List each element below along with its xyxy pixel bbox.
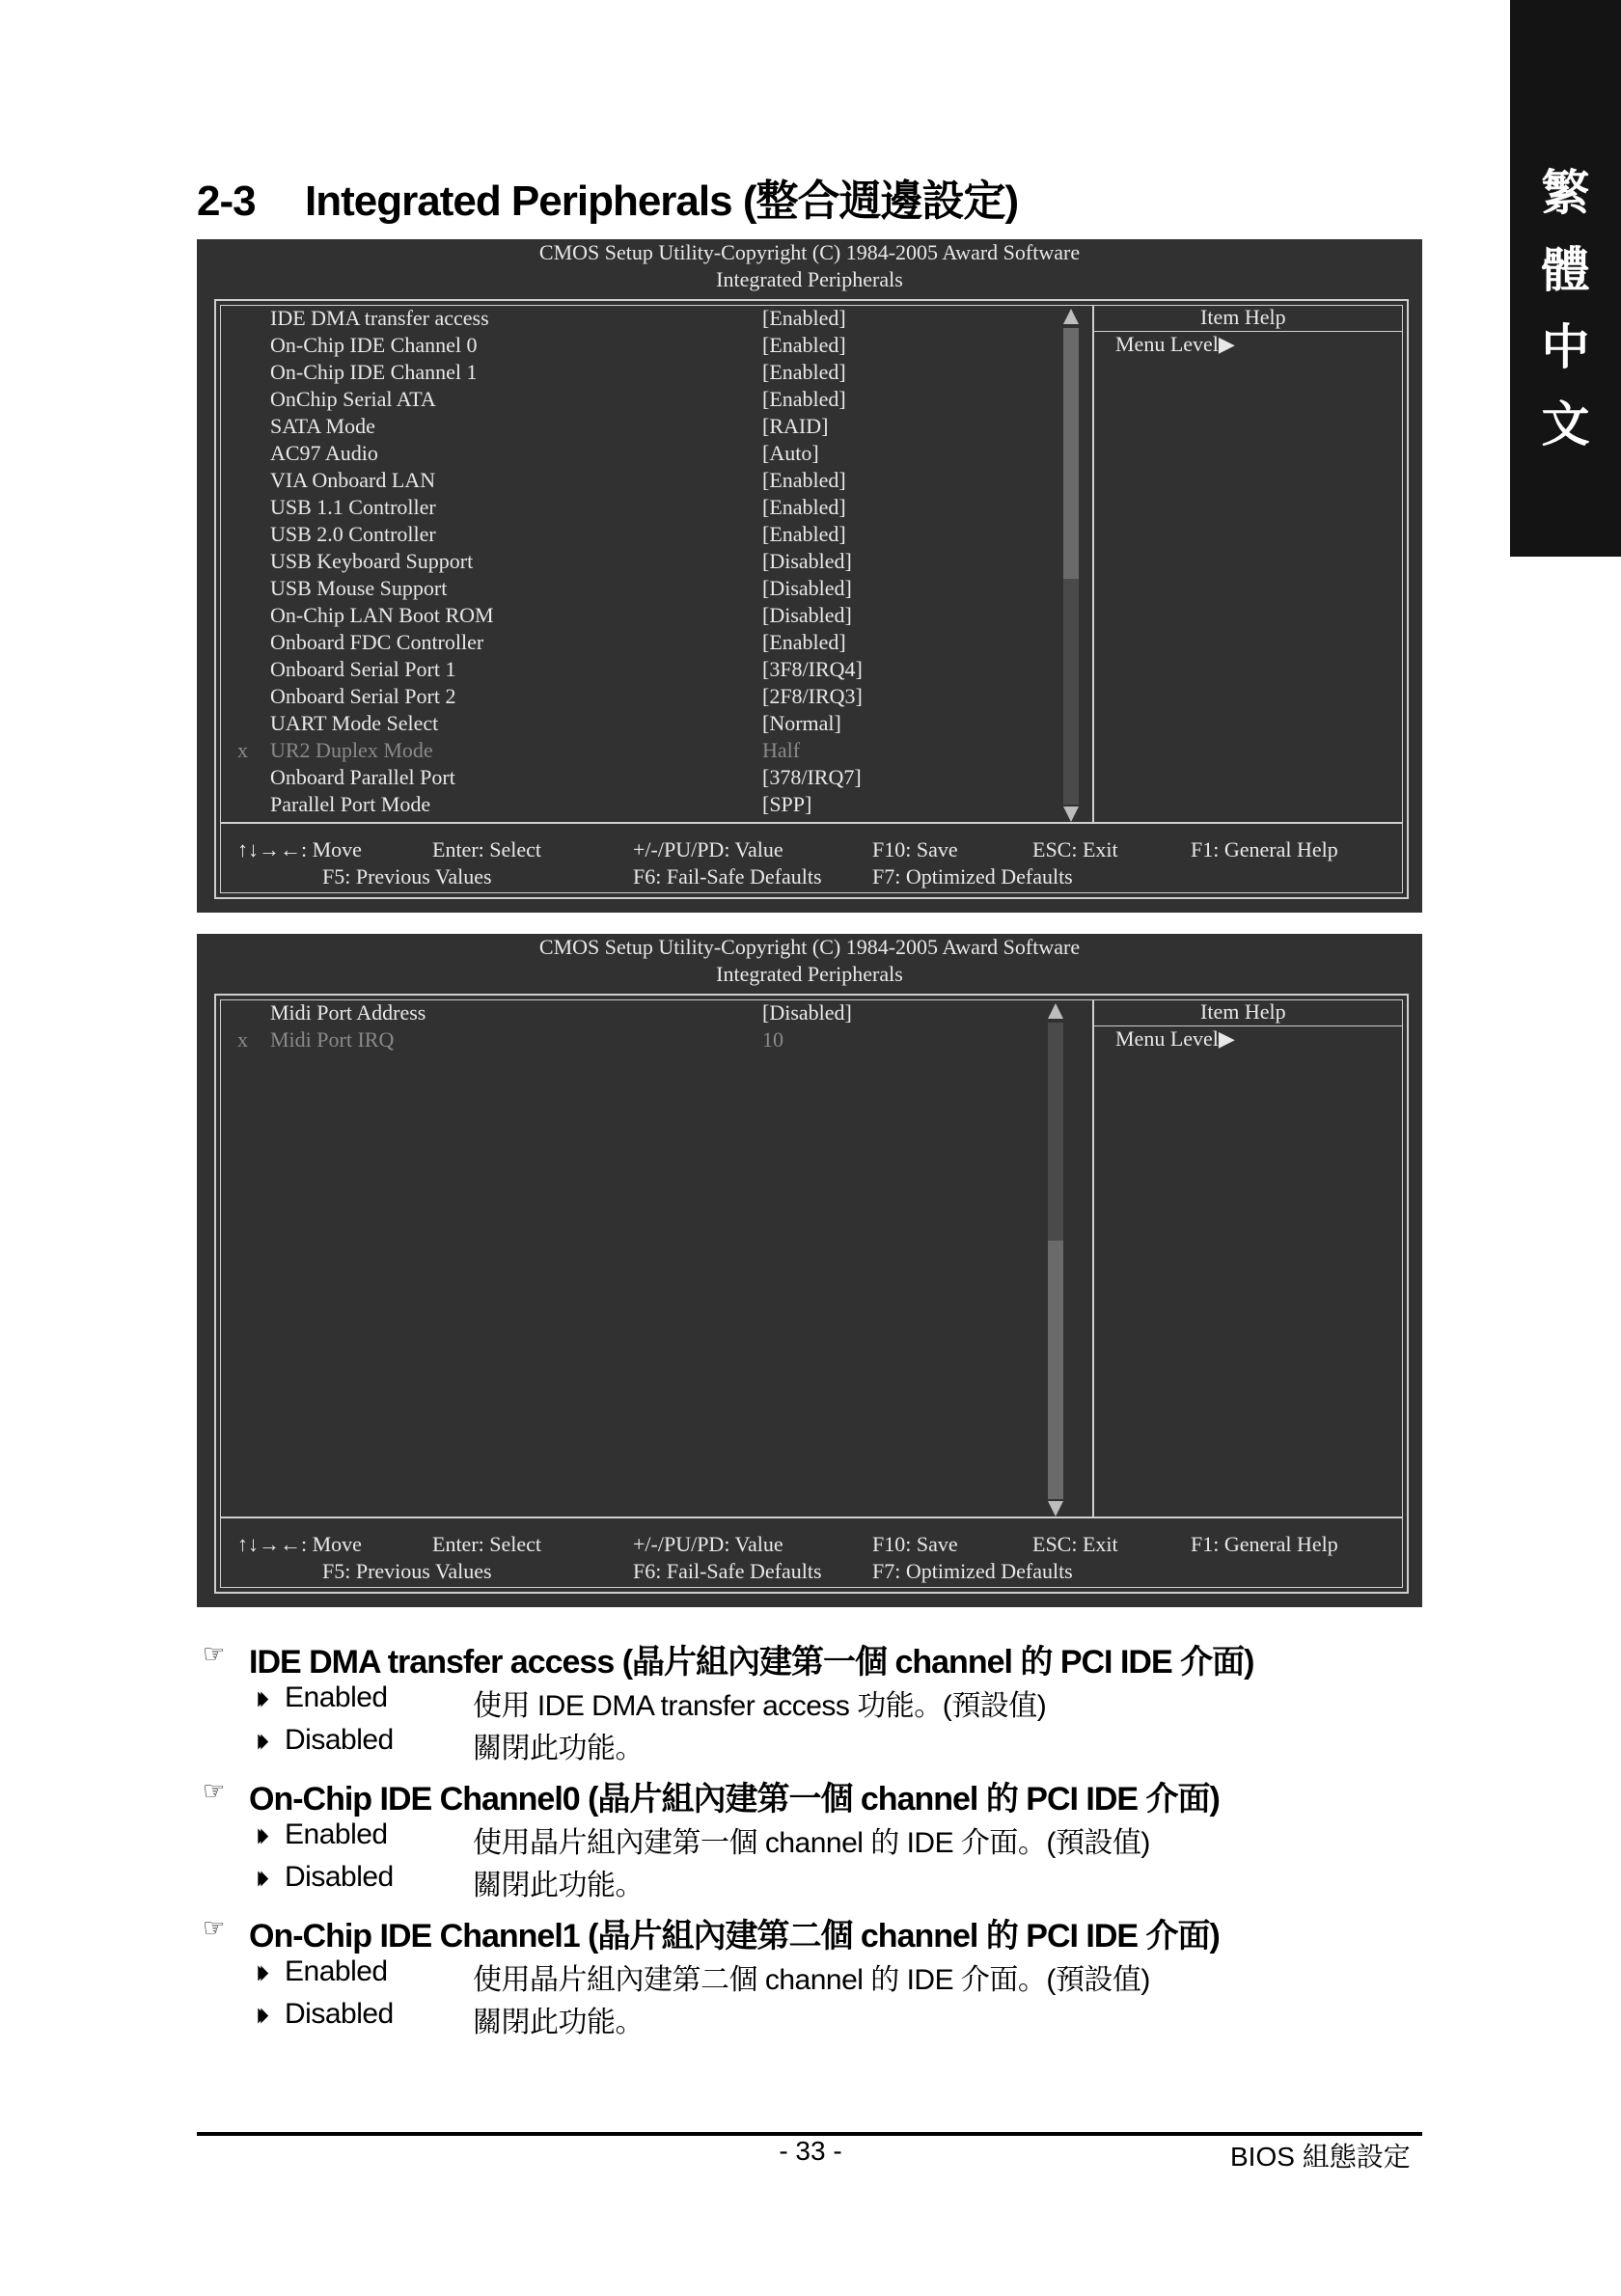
- setting-value[interactable]: [Auto]: [762, 441, 819, 465]
- key-hint-f10: F10: Save: [872, 837, 958, 861]
- chapter-side-tab: [1510, 0, 1621, 557]
- bios-header-subtitle: Integrated Peripherals: [716, 267, 903, 291]
- setting-value[interactable]: [3F8/IRQ4]: [762, 657, 863, 681]
- option-row: [0, 1681, 1621, 1720]
- bios-inner-frame: [220, 999, 1403, 1588]
- option-label: Disabled: [285, 1861, 394, 1893]
- bios-screen: [197, 934, 1422, 1607]
- option-label: Enabled: [285, 1955, 388, 1987]
- setting-label: Midi Port IRQ: [270, 1027, 395, 1052]
- key-hint-f1: F1: General Help: [1191, 837, 1338, 861]
- key-hint-enter: Enter: Select: [432, 837, 542, 861]
- setting-value[interactable]: [Enabled]: [762, 468, 846, 492]
- key-hint-value: +/-/PU/PD: Value: [633, 837, 783, 861]
- setting-label: AC97 Audio: [270, 441, 378, 465]
- key-hint-esc: ESC: Exit: [1032, 1532, 1118, 1556]
- menu-level: Menu Level▶: [1115, 1026, 1235, 1051]
- keys-divider: [220, 1517, 1403, 1518]
- setting-value[interactable]: [Disabled]: [762, 1000, 852, 1025]
- setting-value[interactable]: [Enabled]: [762, 387, 846, 411]
- key-hint-move: ↑↓→←: Move: [237, 837, 362, 861]
- section-heading: On-Chip IDE Channel1 (晶片組內建第二個 channel 的 PCI IDE 介面): [249, 1918, 1220, 1954]
- side-tab-char: 中: [1541, 318, 1590, 375]
- option-label: Enabled: [285, 1681, 388, 1713]
- double-arrow-icon: ⏵⏵: [256, 2004, 262, 2028]
- option-description: 關閉此功能。: [473, 1733, 644, 1764]
- setting-label: On-Chip LAN Boot ROM: [270, 603, 494, 627]
- keys-divider: [220, 822, 1403, 824]
- option-row: [0, 1998, 1621, 2036]
- double-arrow-icon: ⏵⏵: [256, 1824, 262, 1848]
- setting-label: USB 1.1 Controller: [270, 495, 436, 519]
- setting-value[interactable]: [Disabled]: [762, 576, 852, 600]
- setting-label: On-Chip IDE Channel 0: [270, 333, 478, 357]
- key-hint-value: +/-/PU/PD: Value: [633, 1532, 783, 1556]
- footer-section-name: BIOS 組態設定: [1230, 2142, 1411, 2172]
- double-arrow-icon: ⏵⏵: [256, 1961, 262, 1985]
- bios-header-title: CMOS Setup Utility-Copyright (C) 1984-2005 Award Software: [538, 935, 1081, 959]
- setting-value[interactable]: [Disabled]: [762, 549, 852, 573]
- setting-value: 10: [762, 1027, 783, 1052]
- setting-value[interactable]: [2F8/IRQ3]: [762, 684, 863, 708]
- scrollbar-thumb[interactable]: [1048, 1241, 1063, 1499]
- option-row: [0, 1861, 1621, 1900]
- menu-level: Menu Level▶: [1115, 332, 1235, 356]
- page-number: - 33 -: [779, 2136, 842, 2166]
- scroll-up-icon[interactable]: [1063, 309, 1079, 324]
- key-hint-f7: F7: Optimized Defaults: [872, 864, 1073, 888]
- setting-value[interactable]: [Enabled]: [762, 522, 846, 546]
- bios-screen: [197, 239, 1422, 913]
- key-hint-f6: F6: Fail-Safe Defaults: [633, 1559, 822, 1583]
- setting-value[interactable]: [378/IRQ7]: [762, 765, 862, 789]
- setting-value[interactable]: [Enabled]: [762, 306, 846, 330]
- help-divider: [1092, 999, 1094, 1517]
- option-row: [0, 1955, 1621, 1994]
- setting-label: Midi Port Address: [270, 1000, 426, 1025]
- option-row: [0, 1724, 1621, 1763]
- option-row: [0, 1818, 1621, 1857]
- option-description: 使用晶片組內建第二個 channel 的 IDE 介面。(預設值): [473, 1964, 1150, 1996]
- key-hint-f1: F1: General Help: [1191, 1532, 1338, 1556]
- setting-label: USB Keyboard Support: [270, 549, 474, 573]
- section-heading: On-Chip IDE Channel0 (晶片組內建第一個 channel 的 PCI IDE 介面): [249, 1781, 1220, 1818]
- help-divider: [1092, 305, 1094, 823]
- double-arrow-icon: ⏵⏵: [256, 1730, 262, 1754]
- key-hint-move: ↑↓→←: Move: [237, 1532, 362, 1556]
- section-heading: IDE DMA transfer access (晶片組內建第一個 channel 的 PCI IDE 介面): [249, 1644, 1254, 1681]
- key-hint-esc: ESC: Exit: [1032, 837, 1118, 861]
- side-tab-char: 文: [1541, 396, 1590, 452]
- setting-label: IDE DMA transfer access: [270, 306, 489, 330]
- option-label: Disabled: [285, 1998, 394, 2030]
- setting-value[interactable]: [SPP]: [762, 792, 812, 816]
- setting-value[interactable]: [Enabled]: [762, 495, 846, 519]
- bios-header-title: CMOS Setup Utility-Copyright (C) 1984-2005 Award Software: [538, 240, 1081, 264]
- setting-label: Onboard Serial Port 2: [270, 684, 456, 708]
- setting-value[interactable]: [Disabled]: [762, 603, 852, 627]
- key-hint-f10: F10: Save: [872, 1532, 958, 1556]
- key-hint-f5: F5: Previous Values: [322, 864, 492, 888]
- key-hint-enter: Enter: Select: [432, 1532, 542, 1556]
- setting-value[interactable]: [Enabled]: [762, 333, 846, 357]
- double-arrow-icon: ⏵⏵: [256, 1867, 262, 1891]
- scroll-down-icon[interactable]: [1063, 806, 1079, 822]
- setting-label: SATA Mode: [270, 414, 375, 438]
- key-hint-f7: F7: Optimized Defaults: [872, 1559, 1073, 1583]
- setting-label: Onboard FDC Controller: [270, 630, 484, 654]
- scroll-up-icon[interactable]: [1048, 1003, 1063, 1019]
- setting-value[interactable]: [RAID]: [762, 414, 829, 438]
- bios-header-subtitle: Integrated Peripherals: [716, 962, 903, 986]
- option-label: Enabled: [285, 1818, 388, 1850]
- setting-value[interactable]: [Enabled]: [762, 630, 846, 654]
- side-tab-char: 體: [1541, 241, 1590, 298]
- item-help-title: Item Help: [1200, 305, 1286, 329]
- option-description: 關閉此功能。: [473, 2007, 644, 2038]
- key-hint-f6: F6: Fail-Safe Defaults: [633, 864, 822, 888]
- pointing-hand-icon: ☞: [203, 1913, 226, 1942]
- setting-label: Onboard Parallel Port: [270, 765, 455, 789]
- option-description: 使用 IDE DMA transfer access 功能。(預設值): [473, 1690, 1047, 1722]
- setting-value[interactable]: [Enabled]: [762, 360, 846, 384]
- side-tab-char: 繁: [1541, 164, 1590, 221]
- pointing-hand-icon: ☞: [203, 1639, 226, 1668]
- setting-label: On-Chip IDE Channel 1: [270, 360, 478, 384]
- setting-value: Half: [762, 738, 801, 762]
- setting-label: VIA Onboard LAN: [270, 468, 436, 492]
- setting-label: Onboard Serial Port 1: [270, 657, 456, 681]
- section-title: Integrated Peripherals (整合週邊設定): [305, 178, 1019, 225]
- setting-label: UR2 Duplex Mode: [270, 738, 433, 762]
- section-number: 2-3: [197, 178, 256, 225]
- setting-label: UART Mode Select: [270, 711, 439, 735]
- key-hint-f5: F5: Previous Values: [322, 1559, 492, 1583]
- double-arrow-icon: ⏵⏵: [256, 1687, 262, 1711]
- pointing-hand-icon: ☞: [203, 1776, 226, 1805]
- setting-label: Parallel Port Mode: [270, 792, 431, 816]
- setting-label: USB 2.0 Controller: [270, 522, 436, 546]
- option-description: 關閉此功能。: [473, 1870, 644, 1901]
- setting-value[interactable]: [Normal]: [762, 711, 841, 735]
- disabled-marker: x: [237, 738, 248, 762]
- option-description: 使用晶片組內建第一個 channel 的 IDE 介面。(預設值): [473, 1827, 1150, 1859]
- page-title: [197, 166, 1018, 228]
- scroll-down-icon[interactable]: [1048, 1501, 1063, 1517]
- setting-label: OnChip Serial ATA: [270, 387, 436, 411]
- scrollbar-thumb[interactable]: [1063, 328, 1079, 579]
- disabled-marker: x: [237, 1027, 248, 1052]
- item-help-title: Item Help: [1200, 999, 1286, 1024]
- setting-label: USB Mouse Support: [270, 576, 448, 600]
- option-label: Disabled: [285, 1724, 394, 1756]
